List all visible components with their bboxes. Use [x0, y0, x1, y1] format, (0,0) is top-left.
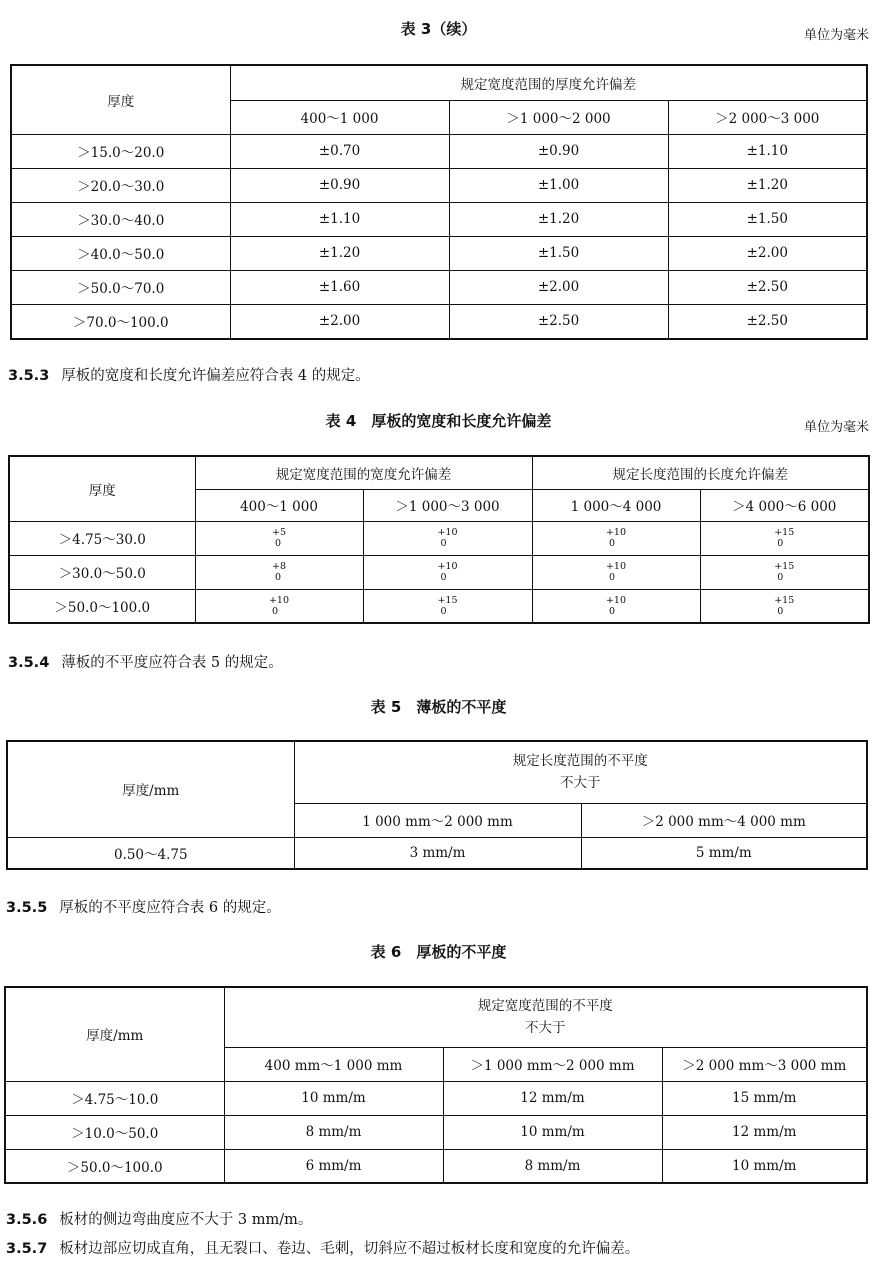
table4-cell — [532, 555, 700, 589]
table4-cell — [363, 555, 532, 589]
clause-3-5-5 — [6, 896, 281, 917]
tolerance-upper: +5 — [271, 527, 286, 538]
table3-thickness: ＞20.0～30.0 — [11, 168, 230, 202]
table6-header-group-line1: 规定宽度范围的不平度 — [477, 998, 613, 1015]
table3-thickness: ＞40.0～50.0 — [11, 236, 230, 270]
table4-unit: 单位为毫米 — [803, 420, 869, 435]
table-row — [11, 236, 867, 270]
table3-unit: 单位为毫米 — [803, 28, 869, 43]
tolerance-upper: +10 — [437, 561, 458, 572]
table6-col-0: 400 mm～1 000 mm — [224, 1047, 443, 1081]
table3-header-thickness: 厚度 — [11, 65, 230, 134]
clause-text: 厚板的不平度应符合表 6 的规定。 — [59, 900, 281, 916]
table5-cell: 3 mm/m — [294, 837, 581, 869]
tolerance-lower: 0 — [777, 538, 784, 549]
table4-thickness: ＞50.0～100.0 — [9, 589, 195, 623]
table6-header-group — [224, 987, 867, 1047]
table3 — [10, 64, 868, 340]
table4-cell — [700, 555, 869, 589]
table4-col-3: ＞4 000～6 000 — [700, 489, 869, 521]
clause-text: 板材的侧边弯曲度应不大于 3 mm/m。 — [59, 1212, 313, 1228]
table6-cell: 8 mm/m — [224, 1115, 443, 1149]
table6-cell: 10 mm/m — [662, 1149, 867, 1183]
table3-cell: ±2.00 — [449, 270, 668, 304]
table6-thickness: ＞50.0～100.0 — [5, 1149, 224, 1183]
tolerance-lower: 0 — [440, 605, 447, 617]
table6-cell: 15 mm/m — [662, 1081, 867, 1115]
table6-cell: 6 mm/m — [224, 1149, 443, 1183]
tolerance-upper: +15 — [437, 594, 458, 606]
table3-cell: ±2.00 — [668, 236, 867, 270]
table3-cell: ±2.50 — [449, 304, 668, 339]
table4-header-length-group: 规定长度范围的长度允许偏差 — [532, 456, 869, 489]
table3-cell: ±0.90 — [449, 134, 668, 168]
clause-3-5-3 — [8, 364, 370, 385]
table6-header-group-line2: 不大于 — [525, 1020, 566, 1037]
table5-header-group — [294, 741, 867, 803]
clause-3-5-6 — [6, 1208, 312, 1229]
table6-cell: 10 mm/m — [443, 1115, 662, 1149]
table3-cell: ±1.20 — [668, 168, 867, 202]
table-row — [11, 270, 867, 304]
table3-cell: ±1.20 — [230, 236, 449, 270]
table5-col-0: 1 000 mm～2 000 mm — [294, 803, 581, 837]
table4-cell — [195, 521, 363, 555]
table4-col-0: 400～1 000 — [195, 489, 363, 521]
tolerance-upper: +15 — [774, 561, 795, 572]
table4-thickness: ＞30.0～50.0 — [9, 555, 195, 589]
table4-header-width-group: 规定宽度范围的宽度允许偏差 — [195, 456, 532, 489]
clause-number: 3.5.5 — [6, 900, 48, 916]
table6 — [4, 986, 868, 1184]
table4-cell — [195, 589, 363, 623]
table4-caption: 表 4 厚板的宽度和长度允许偏差 — [325, 412, 552, 430]
table4-cell — [363, 521, 532, 555]
table3-col-1: ＞1 000～2 000 — [449, 100, 668, 134]
tolerance-lower: 0 — [440, 538, 447, 549]
table-row — [5, 1081, 867, 1115]
table3-cell: ±1.20 — [449, 202, 668, 236]
clause-3-5-4 — [8, 651, 283, 672]
table4 — [8, 455, 870, 624]
table3-thickness: ＞50.0～70.0 — [11, 270, 230, 304]
clause-text: 厚板的宽度和长度允许偏差应符合表 4 的规定。 — [61, 368, 370, 384]
tolerance-upper: +10 — [268, 594, 290, 606]
table-row — [9, 589, 869, 623]
table5-header-group-line2: 不大于 — [560, 775, 601, 792]
table5-col-1: ＞2 000 mm～4 000 mm — [581, 803, 867, 837]
tolerance-upper: +15 — [774, 527, 795, 538]
clause-number: 3.5.7 — [6, 1241, 48, 1257]
table6-cell: 12 mm/m — [662, 1115, 867, 1149]
table6-col-2: ＞2 000 mm～3 000 mm — [662, 1047, 867, 1081]
clause-text: 板材边部应切成直角，且无裂口、卷边、毛刺，切斜应不超过板材长度和宽度的允许偏差。 — [59, 1241, 640, 1257]
table5-header-thickness: 厚度/mm — [7, 741, 294, 837]
table6-cell: 8 mm/m — [443, 1149, 662, 1183]
table-row — [5, 1149, 867, 1183]
table6-thickness: ＞4.75～10.0 — [5, 1081, 224, 1115]
table3-thickness: ＞15.0～20.0 — [11, 134, 230, 168]
table3-thickness: ＞70.0～100.0 — [11, 304, 230, 339]
table6-cell: 10 mm/m — [224, 1081, 443, 1115]
tolerance-lower: 0 — [608, 538, 616, 549]
clause-number: 3.5.6 — [6, 1212, 48, 1228]
tolerance-lower: 0 — [608, 605, 616, 617]
clause-text: 薄板的不平度应符合表 5 的规定。 — [61, 655, 283, 671]
table4-header-thickness: 厚度 — [9, 456, 195, 521]
table3-cell: ±1.10 — [230, 202, 449, 236]
table3-cell: ±1.50 — [668, 202, 867, 236]
table4-cell — [700, 589, 869, 623]
tolerance-lower: 0 — [274, 572, 282, 583]
table-row — [11, 304, 867, 339]
table-row — [11, 202, 867, 236]
table5-caption: 表 5 薄板的不平度 — [370, 698, 507, 716]
table3-col-0: 400～1 000 — [230, 100, 449, 134]
table5-header-group-line1: 规定长度范围的不平度 — [512, 753, 648, 770]
table4-cell — [195, 555, 363, 589]
tolerance-upper: +10 — [605, 561, 627, 572]
tolerance-lower: 0 — [777, 605, 784, 617]
table3-cell: ±1.60 — [230, 270, 449, 304]
table4-cell — [532, 521, 700, 555]
tolerance-upper: +8 — [271, 561, 286, 572]
table5 — [6, 740, 868, 870]
table3-cell: ±1.50 — [449, 236, 668, 270]
tolerance-lower: 0 — [608, 572, 616, 583]
table4-col-2: 1 000～4 000 — [532, 489, 700, 521]
tolerance-lower: 0 — [274, 538, 282, 549]
table6-cell: 12 mm/m — [443, 1081, 662, 1115]
table3-caption: 表 3（续） — [400, 20, 477, 38]
table4-cell — [532, 589, 700, 623]
table6-header-thickness: 厚度/mm — [5, 987, 224, 1081]
table3-thickness: ＞30.0～40.0 — [11, 202, 230, 236]
table3-cell: ±2.50 — [668, 304, 867, 339]
table3-cell: ±2.50 — [668, 270, 867, 304]
table-row — [9, 555, 869, 589]
table4-cell — [700, 521, 869, 555]
table3-header-group: 规定宽度范围的厚度允许偏差 — [230, 65, 867, 100]
tolerance-lower: 0 — [440, 572, 447, 583]
tolerance-lower: 0 — [271, 605, 279, 617]
table3-cell: ±2.00 — [230, 304, 449, 339]
tolerance-upper: +10 — [437, 527, 458, 538]
table5-cell: 5 mm/m — [581, 837, 867, 869]
table6-col-1: ＞1 000 mm～2 000 mm — [443, 1047, 662, 1081]
table5-thickness: 0.50～4.75 — [7, 837, 294, 869]
table3-col-2: ＞2 000～3 000 — [668, 100, 867, 134]
table3-cell: ±1.10 — [668, 134, 867, 168]
table3-cell: ±1.00 — [449, 168, 668, 202]
table4-cell — [363, 589, 532, 623]
table-row — [11, 168, 867, 202]
clause-3-5-7 — [6, 1237, 639, 1258]
tolerance-upper: +15 — [774, 594, 795, 606]
table6-thickness: ＞10.0～50.0 — [5, 1115, 224, 1149]
clause-number: 3.5.3 — [8, 368, 50, 384]
table4-thickness: ＞4.75～30.0 — [9, 521, 195, 555]
tolerance-upper: +10 — [605, 527, 627, 538]
table3-cell: ±0.70 — [230, 134, 449, 168]
table-row — [11, 134, 867, 168]
table4-col-1: ＞1 000～3 000 — [363, 489, 532, 521]
table6-caption: 表 6 厚板的不平度 — [370, 943, 507, 961]
tolerance-upper: +10 — [605, 594, 627, 606]
table-row — [9, 521, 869, 555]
tolerance-lower: 0 — [777, 572, 784, 583]
table3-cell: ±0.90 — [230, 168, 449, 202]
clause-number: 3.5.4 — [8, 655, 50, 671]
table-row — [7, 837, 867, 869]
table-row — [5, 1115, 867, 1149]
